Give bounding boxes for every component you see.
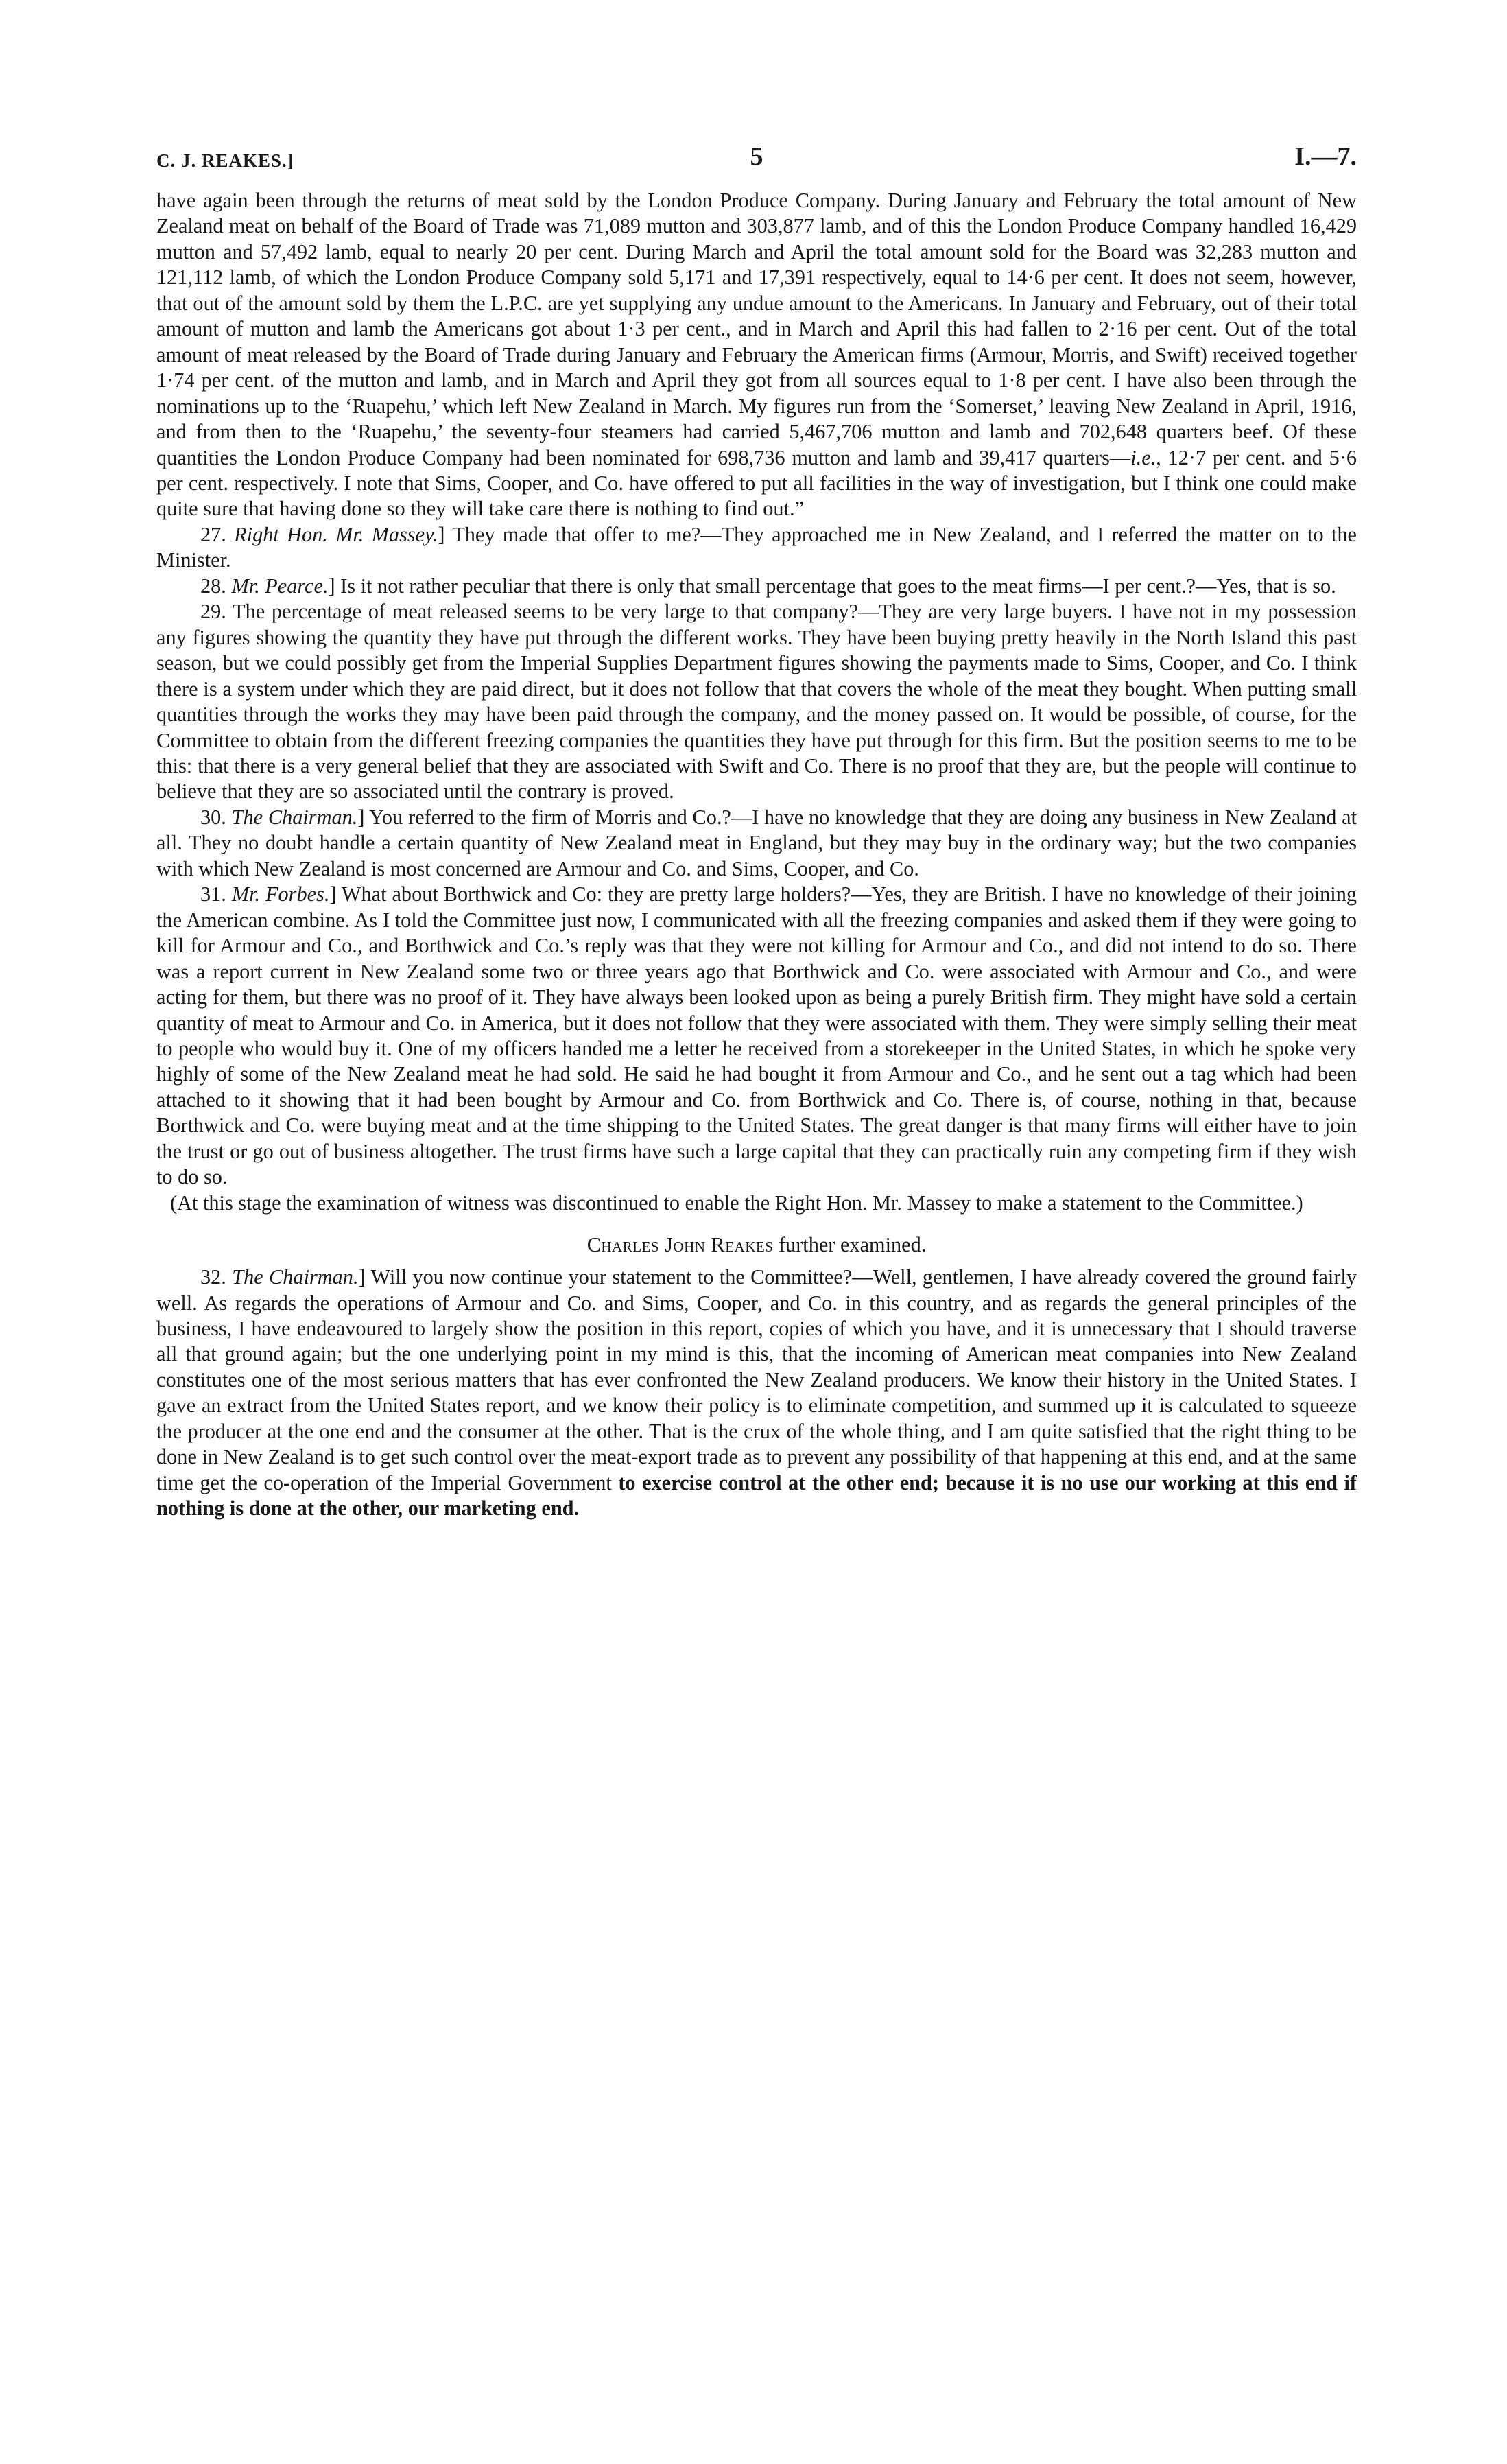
paragraph-number: 27.: [200, 522, 226, 546]
opening-tail: , 12·7 per cent. and 5·6 per cent. respectively. I note that Sims, Cooper, and Co. have offered to put all facilities in the way of investigation, but I think one could make quite sure that having done so they will take care there is nothing to find out.”: [156, 445, 1357, 521]
speaker-name: The Chairman.: [231, 805, 358, 829]
witness-name: Charles John Reakes: [586, 1233, 774, 1257]
speaker-name: Mr. Pearce.: [231, 574, 329, 598]
paragraph-32: [156, 1265, 1357, 1522]
paragraph-27: [156, 522, 1357, 574]
paragraph-30: [156, 805, 1357, 882]
document-page: [156, 143, 1357, 1522]
paragraph-text: ] They made that offer to me?—They approached me in New Zealand, and I referred the matter on to the Minister.: [156, 522, 1357, 572]
series-number: I.—7.: [1294, 142, 1357, 171]
paragraph-number: 28.: [200, 574, 226, 598]
paragraph-31: [156, 882, 1357, 1190]
paragraph-number: 30.: [200, 805, 226, 829]
paragraph-text: ] What about Borthwick and Co: they are pretty large holders?—Yes, they are British. I have no knowledge of their joining the American combine. As I told the Committee just now, I communicated with all the freezing companies and asked them if they were going to kill for Armour and Co., and Borthwick and Co.’s reply was that they were not killing for Armour and Co., and did not intend to do so. There was a report current in New Zealand some two or three years ago that Borthwick and Co. were associated with Armour and Co., and were acting for them, but there was no proof of it. They have always been looked upon as being a purely British firm. They might have sold a certain quantity of meat to Armour and Co. in America, but it does not follow that they were associated with them. They were simply selling their meat to people who would buy it. One of my officers handed me a letter he received from a storekeeper in the United States, in which he spoke very highly of some of the New Zealand meat he had sold. He said he had bought it from Armour and Co., and he sent out a tag which had been attached to it showing that it had been bought by Armour and Co. from Borthwick and Co. There is, of course, nothing in that, because Borthwick and Co. were buying meat and at the time shipping to the United States. The great danger is that many firms will either have to join the trust or go out of business altogether. The trust firms have such a large capital that they can practically ruin any competing firm if they wish to do so.: [156, 882, 1357, 1189]
stage-note: (At this stage the examination of witness was discontinued to enable the Right Hon. Mr. Massey to make a statement to the Committee.): [170, 1190, 1303, 1215]
paragraph-text: ] You referred to the firm of Morris and Co.?—I have no knowledge that they are doing any business in New Zealand at all. They no doubt handle a certain quantity of New Zealand meat in England, but they may buy in the ordinary way; but the two companies with which New Zealand is most concerned are Armour and Co. and Sims, Cooper, and Co.: [156, 805, 1357, 880]
body-text: [156, 188, 1357, 1522]
paragraph-text: ] Will you now continue your statement to the Committee?—Well, gentlemen, I have already covered the ground fairly well. As regards the operations of Armour and Co. and Sims, Cooper, and Co. in this country, and as regards the general principles of the business, I have endeavoured to largely show the position in this report, copies of which you have, and it is unnecessary that I should traverse all that ground again; but the one underlying point in my mind is this, that the incoming of American meat companies into New Zealand constitutes one of the most serious matters that has ever confronted the New Zealand producers. We know their history in the United States. I gave an extract from the United States report, and we know their policy is to eliminate competition, and summed up it is calculated to squeeze the producer at the one end and the consumer at the other. That is the crux of the whole thing, and I am quite satisfied that the right thing to be done in New Zealand is to get such control over the meat-export trade as to prevent any possibility of that happening at this end, and at the same time get the co-operation of the Imperial Government: [156, 1265, 1357, 1494]
page-number: 5: [750, 142, 763, 171]
speaker-name: Mr. Forbes.: [231, 882, 330, 906]
speaker-name: Right Hon. Mr. Massey.: [234, 522, 438, 546]
paragraph-text: ] Is it not rather peculiar that there is only that small percentage that goes to the meat firms—I per cent.?—Yes, that is so.: [328, 574, 1336, 598]
paragraph-number: 29.: [200, 600, 226, 624]
section-heading: [156, 1232, 1357, 1258]
paragraph-number: 32.: [200, 1265, 226, 1289]
section-heading-rest: further examined.: [773, 1233, 927, 1257]
paragraph-28: [156, 574, 1357, 599]
opening-ie: i.e.: [1130, 445, 1156, 469]
page-header: [156, 143, 1357, 184]
paragraph-bold-tail: to exercise control at the other end; because it is no use our working at this end if nothing is done at the other, our marketing end.: [156, 1470, 1357, 1521]
paragraph-text: The percentage of meat released seems to be very large to that company?—They are very large buyers. I have not in my possession any figures showing the quantity they have put through the different works. They have been buying pretty heavily in the North Island this past season, but we could possibly get from the Imperial Supplies Department figures showing the payments made to Sims, Cooper, and Co. I think there is a system under which they are paid direct, but it does not follow that that covers the whole of the meat they bought. When putting small quantities through the works they may have been paid through the company, and the money passed on. It would be possible, of course, for the Committee to obtain from the different freezing companies the quantities they have put through for this firm. But the position seems to me to be this: that there is a very general belief that they are associated with Swift and Co. There is no proof that they are, but the people will continue to believe that they are so associated until the contrary is proved.: [156, 600, 1357, 803]
opening-text: have again been through the returns of meat sold by the London Produce Company. During January and February the total amount of New Zealand meat on behalf of the Board of Trade was 71,089 mutton and 303,877 lamb, and of this the London Produce Company handled 16,429 mutton and 57,492 lamb, equal to nearly 20 per cent. During March and April the total amount sold for the Board was 32,283 mutton and 121,112 lamb, of which the London Produce Company sold 5,171 and 17,391 respectively, equal to 14·6 per cent. It does not seem, however, that out of the amount sold by them the L.P.C. are yet supplying any undue amount to the Americans. In January and February, out of their total amount of mutton and lamb the Americans got about 1·3 per cent., and in March and April this had fallen to 2·16 per cent. Out of the total amount of meat released by the Board of Trade during January and February the American firms (Armour, Morris, and Swift) received together 1·74 per cent. of the mutton and lamb, and in March and April they got from all sources equal to 1·8 per cent. I have also been through the nominations up to the ‘Ruapehu,’ which left New Zealand in March. My figures run from the ‘Somerset,’ leaving New Zealand in April, 1916, and from then to the ‘Ruapehu,’ the seventy-four steamers had carried 5,467,706 mutton and lamb and 702,648 quarters beef. Of these quantities the London Produce Company had been nominated for 698,736 mutton and lamb and 39,417 quarters—: [156, 189, 1357, 469]
paragraph-number: 31.: [200, 882, 226, 906]
paragraph-29: [156, 599, 1357, 805]
opening-paragraph: [156, 188, 1357, 522]
header-witness: C. J. REAKES.]: [156, 150, 294, 171]
speaker-name: The Chairman.: [232, 1265, 359, 1289]
